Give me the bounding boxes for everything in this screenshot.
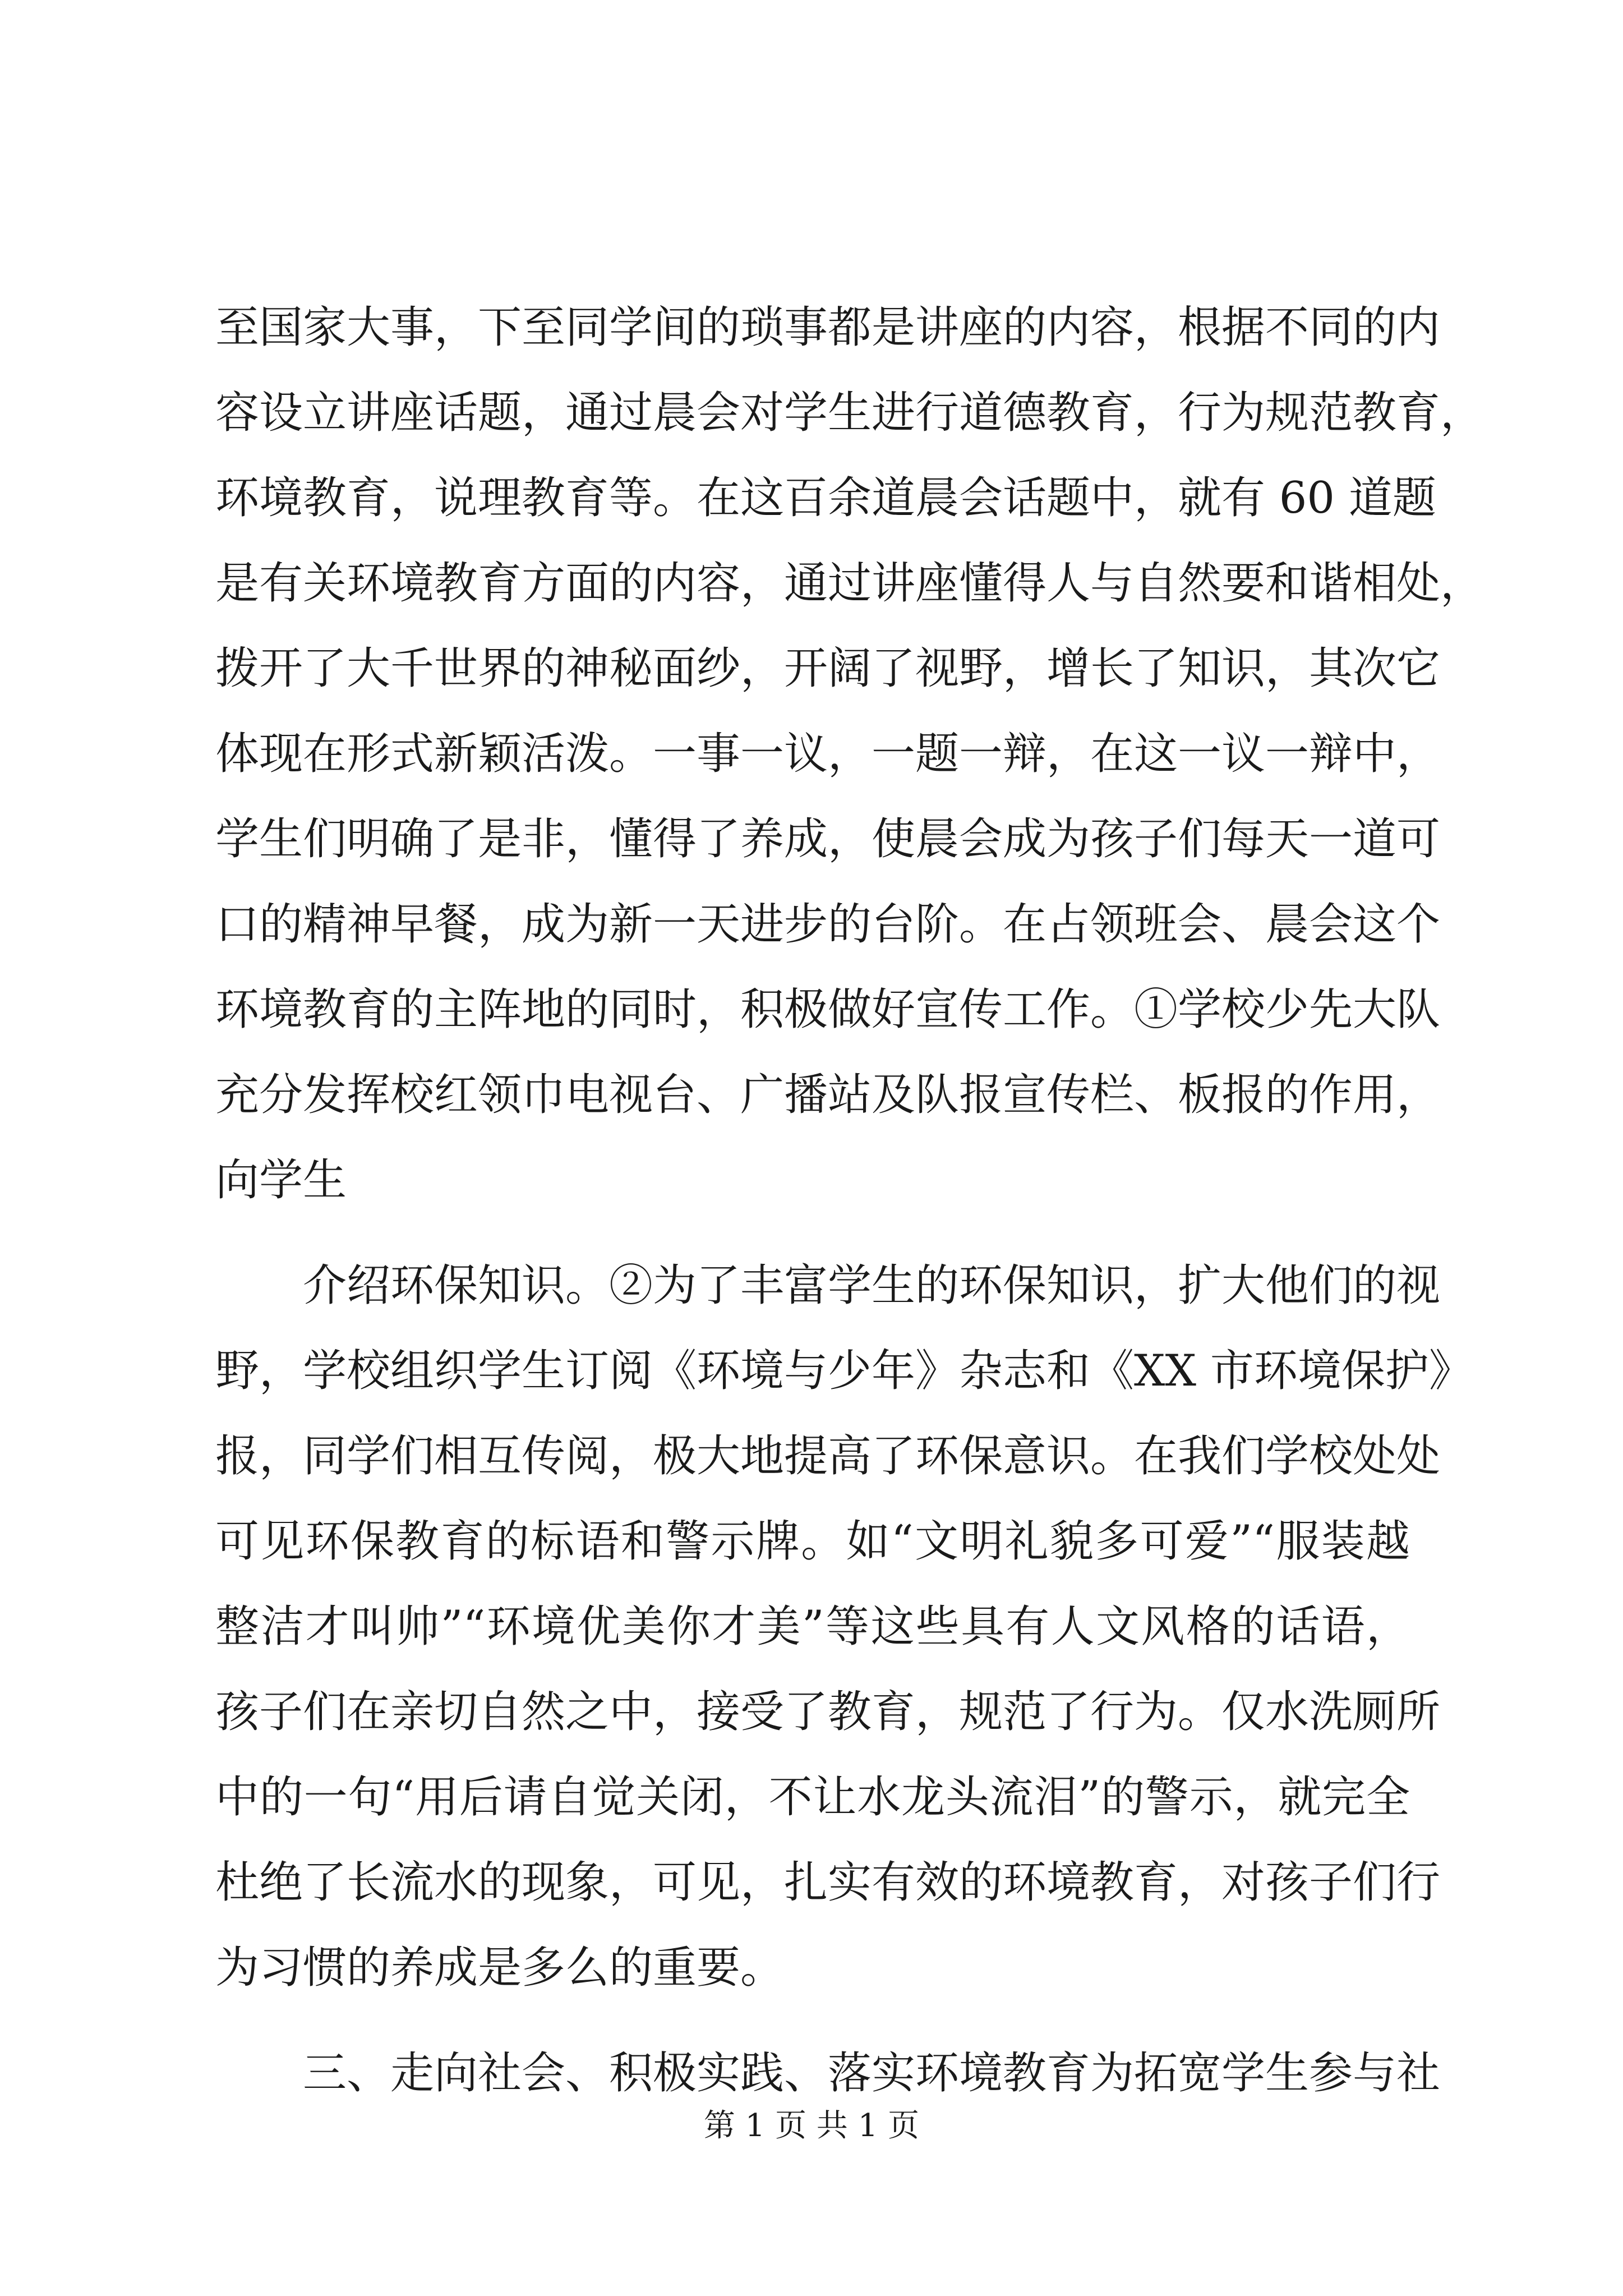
paragraph-line: 整洁才叫帅”“环境优美你才美”等这些具有人文风格的话语， [215,1602,1410,1652]
paragraph-line: 中的一句“用后请自觉关闭，不让水龙头流泪”的警示，就完全 [215,1772,1410,1823]
paragraph-line: 野，学校组织学生订阅《环境与少年》杂志和《XX 市环境保护》 [215,1346,1473,1396]
paragraph-line: 杜绝了长流水的现象，可见，扎实有效的环境教育，对孩子们行 [215,1857,1441,1908]
paragraph-line: 学生们明确了是非，懂得了养成，使晨会成为孩子们每天一道可 [215,814,1441,864]
page-footer: 第 1 页 共 1 页 [703,2108,920,2144]
paragraph-line: 介绍环保知识。②为了丰富学生的环保知识，扩大他们的视 [303,1260,1441,1311]
paragraph-line: 拨开了大千世界的神秘面纱，开阔了视野，增长了知识，其次它 [215,643,1441,694]
paragraph-line: 三、走向社会、积极实践、落实环境教育为拓宽学生参与社 [303,2048,1441,2099]
paragraph-line: 口的精神早餐，成为新一天进步的台阶。在占领班会、晨会这个 [215,899,1441,950]
paragraph-line: 可见环保教育的标语和警示牌。如“文明礼貌多可爱”“服装越 [215,1516,1410,1567]
paragraph-line: 孩子们在亲切自然之中，接受了教育，规范了行为。仅水洗厕所 [215,1687,1441,1737]
paragraph-line: 报，同学们相互传阅，极大地提高了环保意识。在我们学校处处 [215,1431,1441,1481]
paragraph-line: 是有关环境教育方面的内容，通过讲座懂得人与自然要和谐相处， [215,558,1484,609]
paragraph-line: 环境教育，说理教育等。在这百余道晨会话题中，就有 60 道题 [215,473,1436,523]
paragraph-line: 环境教育的主阵地的同时，积极做好宣传工作。①学校少先大队 [215,984,1441,1035]
paragraph-line: 至国家大事，下至同学间的琐事都是讲座的内容，根据不同的内 [215,302,1441,353]
paragraph-line: 向学生 [215,1155,347,1205]
paragraph-line: 体现在形式新颖活泼。一事一议，一题一辩，在这一议一辩中， [215,729,1441,779]
body-text [215,285,1484,2116]
paragraph-line: 充分发挥校红领巾电视台、广播站及队报宣传栏、板报的作用， [215,1070,1441,1120]
paragraph-line: 容设立讲座话题，通过晨会对学生进行道德教育，行为规范教育， [215,388,1484,438]
paragraph-line: 为习惯的养成是多么的重要。 [215,1943,785,1993]
